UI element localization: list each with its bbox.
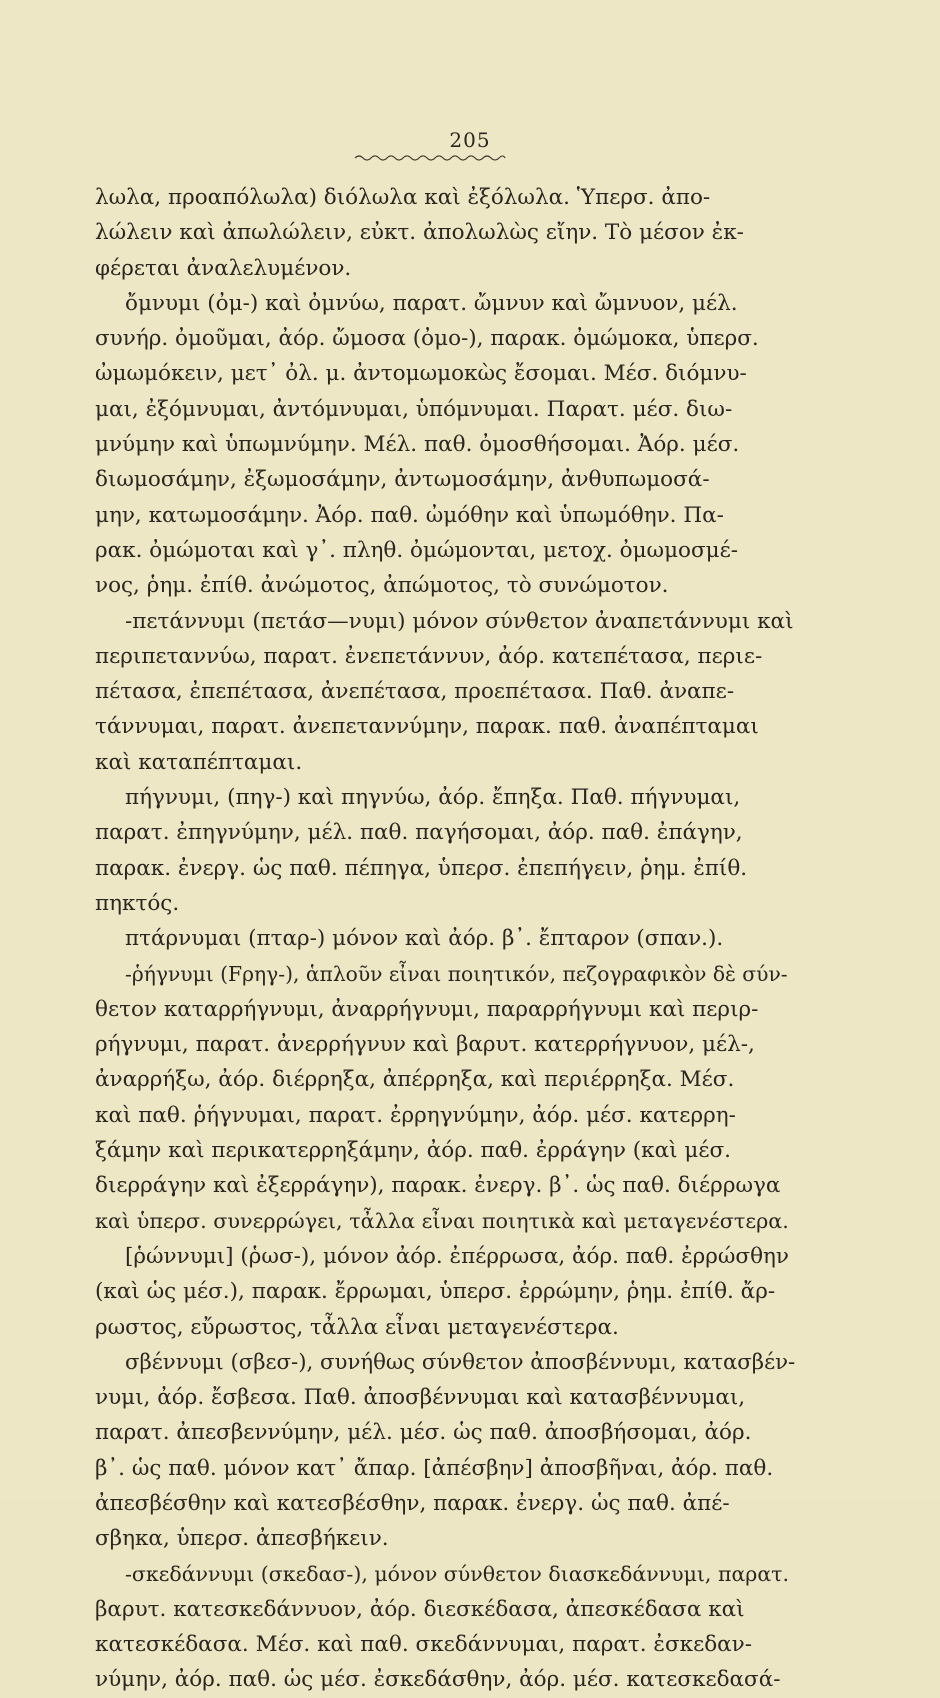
text-line: ρωστος, εὔρωστος, τἆλλα εἶναι μεταγενέστερα. (95, 1314, 619, 1340)
text-line: βαρυτ. κατεσκεδάννυον, ἀόρ. διεσκέδασα, ἀπεσκέδασα καὶ (95, 1596, 745, 1622)
text-line: ρακ. ὀμώμοται καὶ γ᾿. πληθ. ὀμώμονται, μετοχ. ὀμωμοσμέ- (95, 537, 739, 563)
text-line: διωμοσάμην, ἐξωμοσάμην, ἀντωμοσάμην, ἀνθυπωμοσά- (95, 467, 710, 493)
wavy-rule-ornament (355, 153, 505, 163)
body-text (95, 180, 795, 1698)
text-line: ὄμνυμι (ὀμ-) καὶ ὀμνύω, παρατ. ὤμνυν καὶ ὤμνυον, μέλ. (125, 290, 738, 316)
text-line: συνήρ. ὀμοῦμαι, ἀόρ. ὤμοσα (ὀμο-), παρακ. ὀμώμοκα, ὑπερσ. (95, 326, 759, 352)
text-line: (καὶ ὡς μέσ.), παρακ. ἔρρωμαι, ὑπερσ. ἐρρώμην, ῥημ. ἐπίθ. ἄρ- (95, 1279, 776, 1305)
text-line: πηκτός. (95, 890, 180, 916)
text-line: β᾿. ὡς παθ. μόνον κατ᾿ ἄπαρ. [ἀπέσβην] ἀποσβῆναι, ἀόρ. παθ. (95, 1455, 774, 1481)
text-line: νυμι, ἀόρ. ἔσβεσα. Παθ. ἀποσβέννυμαι καὶ κατασβέννυμαι, (95, 1385, 746, 1411)
text-line: θετον καταρρήγνυμι, ἀναρρήγνυμι, παραρρήγνυμι καὶ περιρ- (95, 996, 759, 1022)
page-number: 205 (449, 128, 491, 152)
text-line: περιπεταννύω, παρατ. ἐνεπετάννυν, ἀόρ. κατεπέτασα, περιε- (95, 643, 763, 669)
text-line: ἀπεσβέσθην καὶ κατεσβέσθην, παρακ. ἐνεργ. ὡς παθ. ἀπέ- (95, 1490, 730, 1516)
text-line: ρήγνυμι, παρατ. ἀνερρήγνυν καὶ βαρυτ. κατερρήγνυον, μέλ-, (95, 1032, 755, 1058)
text-line: κατεσκέδασα. Μέσ. καὶ παθ. σκεδάννυμαι, παρατ. ἐσκεδαν- (95, 1632, 753, 1658)
text-line: διερράγην καὶ ἐξερράγην), παρακ. ἐνεργ. β᾿. ὡς παθ. διέρρωγα (95, 1173, 781, 1199)
text-line: σβέννυμι (σβεσ-), συνήθως σύνθετον ἀποσβέννυμι, κατασβέν- (125, 1349, 796, 1375)
text-line: παρατ. ἀπεσβεννύμην, μέλ. μέσ. ὡς παθ. ἀποσβήσομαι, ἀόρ. (95, 1420, 752, 1446)
text-line: πτάρνυμαι (πταρ-) μόνον καὶ ἀόρ. β᾿. ἔπταρον (σπαν.). (125, 926, 724, 952)
text-line: -ῥήγνυμι (Fρηγ-), ἁπλοῦν εἶναι ποιητικόν, πεζογραφικὸν δὲ σύν- (125, 961, 788, 986)
text-line: νύμην, ἀόρ. παθ. ὡς μέσ. ἐσκεδάσθην, ἀόρ. μέσ. κατεσκεδασά- (95, 1667, 781, 1693)
text-line: σβηκα, ὑπερσ. ἀπεσβήκειν. (95, 1526, 389, 1552)
text-line: παρατ. ἐπηγνύμην, μέλ. παθ. παγήσομαι, ἀόρ. παθ. ἐπάγην, (95, 820, 743, 846)
text-line: ἀναρρήξω, ἀόρ. διέρρηξα, ἀπέρρηξα, καὶ περιέρρηξα. Μέσ. (95, 1067, 735, 1093)
text-line: -πετάννυμι (πετάσ—νυμι) μόνον σύνθετον ἀναπετάννυμι καὶ (125, 608, 794, 634)
text-line: νος, ῥημ. ἐπίθ. ἀνώμοτος, ἀπώμοτος, τὸ συνώμοτον. (95, 573, 669, 599)
text-line: τάννυμαι, παρατ. ἀνεπεταννύμην, παρακ. παθ. ἀναπέπταμαι (95, 714, 759, 740)
text-line: ὠμωμόκειν, μετ᾿ ὀλ. μ. ἀντομωμοκὼς ἔσομαι. Μέσ. διόμνυ- (95, 361, 747, 387)
text-line: παρακ. ἐνεργ. ὡς παθ. πέπηγα, ὑπερσ. ἐπεπήγειν, ῥημ. ἐπίθ. (95, 855, 748, 881)
text-line: καὶ καταπέπταμαι. (95, 749, 303, 775)
text-line: [ῥώννυμι] (ῥωσ-), μόνον ἀόρ. ἐπέρρωσα, ἀόρ. παθ. ἐρρώσθην (125, 1243, 789, 1269)
text-line: μαι, ἐξόμνυμαι, ἀντόμνυμαι, ὑπόμνυμαι. Παρατ. μέσ. διω- (95, 396, 733, 422)
text-line: καὶ ὑπερσ. συνερρώγει, τἆλλα εἶναι ποιητικὰ καὶ μεταγενέστερα. (95, 1208, 789, 1233)
text-line: πέτασα, ἐπεπέτασα, ἀνεπέτασα, προεπέτασα. Παθ. ἀναπε- (95, 679, 735, 705)
text-line: πήγνυμι, (πηγ-) καὶ πηγνύω, ἀόρ. ἔπηξα. Παθ. πήγνυμαι, (125, 785, 741, 811)
text-line: -σκεδάννυμι (σκεδασ-), μόνον σύνθετον διασκεδάννυμι, παρατ. (125, 1561, 790, 1586)
text-line: λωλα, προαπόλωλα) διόλωλα καὶ ἐξόλωλα. Ὑπερσ. ἀπο- (95, 185, 711, 210)
text-line: καὶ παθ. ῥήγνυμαι, παρατ. ἐρρηγνύμην, ἀόρ. μέσ. κατερρη- (95, 1102, 736, 1128)
text-line: ξάμην καὶ περικατερρηξάμην, ἀόρ. παθ. ἐρράγην (καὶ μέσ. (95, 1138, 732, 1164)
text-line: μην, κατωμοσάμην. Ἀόρ. παθ. ὠμόθην καὶ ὑπωμόθην. Πα- (95, 502, 724, 528)
text-line: φέρεται ἀναλελυμένον. (95, 255, 352, 281)
text-line: μνύμην καὶ ὑπωμνύμην. Μέλ. παθ. ὀμοσθήσομαι. Ἀόρ. μέσ. (95, 432, 740, 458)
text-line: λώλειν καὶ ἀπωλώλειν, εὐκτ. ἀπολωλὼς εἴην. Τὸ μέσον ἐκ- (95, 220, 744, 246)
